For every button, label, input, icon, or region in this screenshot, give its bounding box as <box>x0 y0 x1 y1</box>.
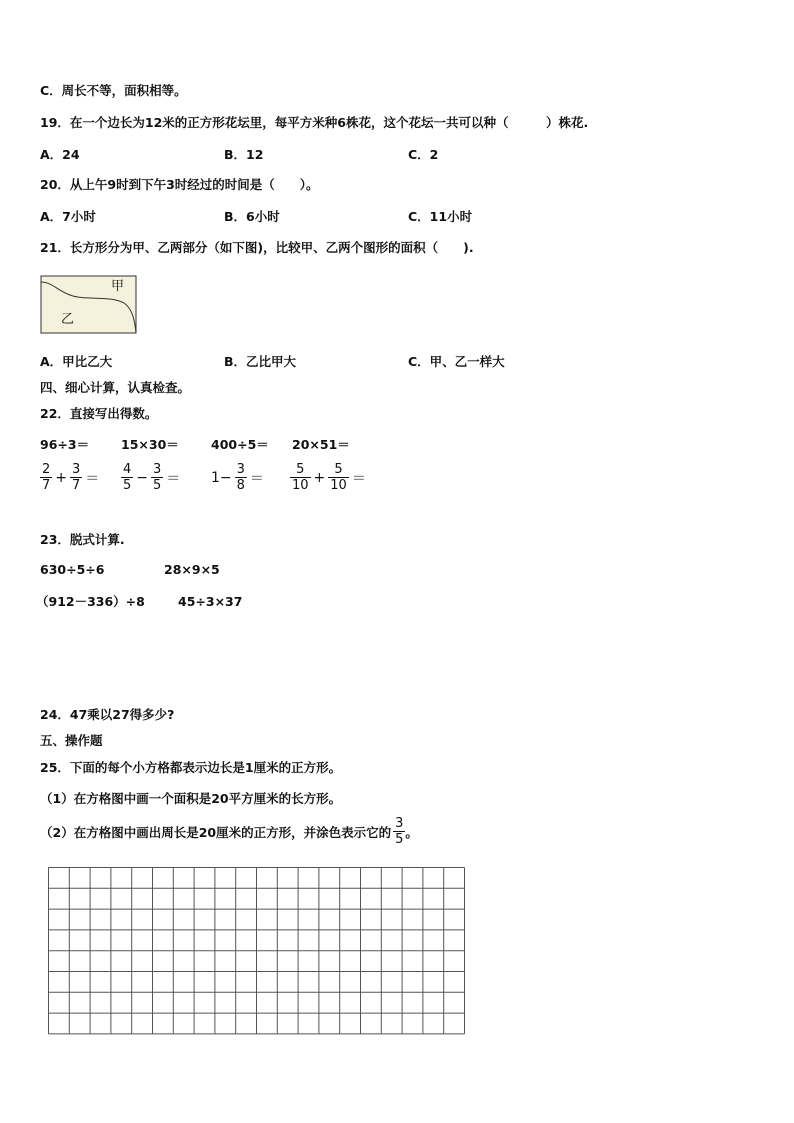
q21-option-c: C．甲、乙一样大 <box>408 354 505 369</box>
q22-item-3: 400÷5＝ <box>211 437 269 452</box>
q22-fraction-expr-4: $\frac{5}{10}$ + $\frac{5}{10}$ ＝ <box>292 462 366 493</box>
q21-option-a: A．甲比乙大 <box>40 354 113 369</box>
q23-item-1: 630÷5÷6 <box>40 562 105 577</box>
q22-item-1: 96÷3＝ <box>40 437 90 452</box>
q25-part2 <box>40 816 418 847</box>
q19-option-a: A．24 <box>40 147 80 162</box>
fraction: $\frac{4}{5}$ <box>123 462 132 493</box>
q25-part2-text: （2）在方格图中画出周长是20厘米的正方形，并涂色表示它的 <box>40 824 392 840</box>
q23-stem: 23．脱式计算. <box>40 532 125 547</box>
q22-item-2: 15×30＝ <box>121 437 179 452</box>
fraction: $\frac{3}{7}$ <box>72 462 81 493</box>
q25-part2-end: 。 <box>405 824 418 840</box>
q20-stem: 20．从上午9时到下午3时经过的时间是（ ）。 <box>40 177 319 192</box>
q22-fraction-expr-3: 1− $\frac{3}{8}$ ＝ <box>211 462 264 493</box>
q19-option-c: C．2 <box>408 147 439 162</box>
q20-option-a: A．7小时 <box>40 209 96 224</box>
q22-item-4: 20×51＝ <box>292 437 350 452</box>
q23-item-3: （912－336）÷8 <box>36 594 145 609</box>
q19-option-b: B．12 <box>224 147 264 162</box>
fraction: $\frac{3}{5}$ <box>395 816 404 847</box>
q23-item-2: 28×9×5 <box>164 562 220 577</box>
fraction: $\frac{3}{5}$ <box>153 462 162 493</box>
q22-fraction-expr-2: $\frac{4}{5}$ − $\frac{3}{5}$ ＝ <box>123 462 181 493</box>
q18-option-c: C．周长不等，面积相等。 <box>40 83 187 98</box>
q21-label-jia: 甲 <box>111 279 125 294</box>
square-grid <box>48 867 467 1038</box>
q23-item-4: 45÷3×37 <box>178 594 243 609</box>
q20-option-b: B．6小时 <box>224 209 280 224</box>
q20-option-c: C．11小时 <box>408 209 473 224</box>
fraction: $\frac{3}{8}$ <box>236 462 245 493</box>
q21-stem: 21．长方形分为甲、乙两部分（如下图)，比较甲、乙两个图形的面积（ ). <box>40 240 474 255</box>
fraction: $\frac{5}{10}$ <box>330 462 347 493</box>
q25-part1: （1）在方格图中画一个面积是20平方厘米的长方形。 <box>40 791 342 806</box>
q24-stem: 24．47乘以27得多少? <box>40 707 175 722</box>
fraction: $\frac{2}{7}$ <box>42 462 51 493</box>
q21-rectangle-figure <box>40 275 138 335</box>
q19-stem: 19．在一个边长为12米的正方形花坛里，每平方米种6株花，这个花坛一共可以种（ ）株花. <box>40 115 589 130</box>
section5-title: 五、操作题 <box>40 733 103 748</box>
q25-stem: 25．下面的每个小方格都表示边长是1厘米的正方形。 <box>40 760 342 775</box>
fraction: $\frac{5}{10}$ <box>292 462 309 493</box>
q22-fraction-expr-1: $\frac{2}{7}$ + $\frac{3}{7}$ ＝ <box>42 462 100 493</box>
q21-label-yi: 乙 <box>61 312 75 327</box>
q22-stem: 22．直接写出得数。 <box>40 406 158 421</box>
section4-title: 四、细心计算，认真检查。 <box>40 380 191 395</box>
q21-option-b: B．乙比甲大 <box>224 354 297 369</box>
